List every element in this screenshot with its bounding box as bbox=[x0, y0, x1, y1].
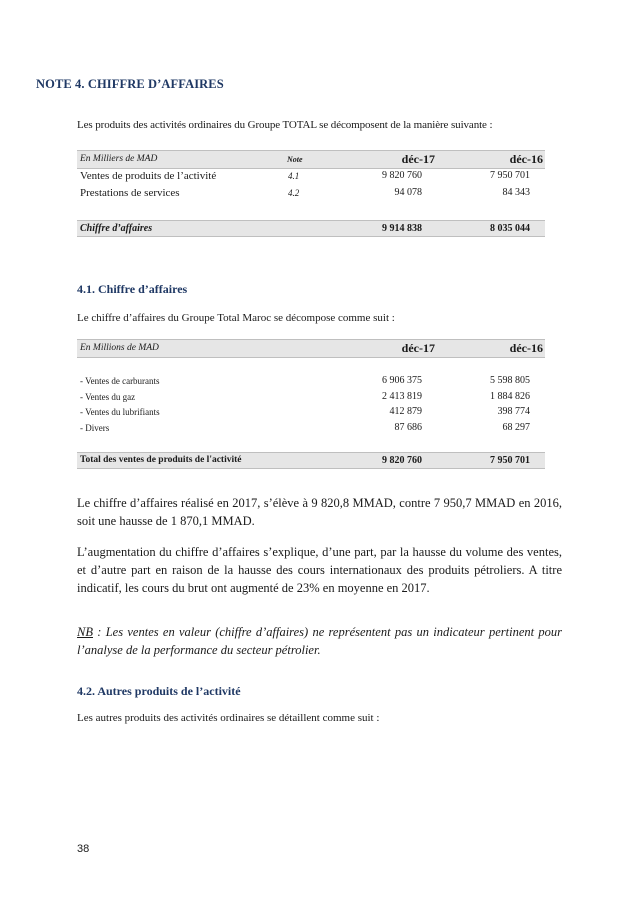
total-label: Total des ventes de produits de l'activité bbox=[80, 455, 242, 465]
table-row bbox=[77, 421, 545, 435]
row-value-dec16: 1 884 826 bbox=[490, 391, 530, 402]
section-4-1-intro: Le chiffre d’affaires du Groupe Total Maroc se décompose comme suit : bbox=[77, 312, 395, 324]
nb-note bbox=[77, 623, 562, 659]
row-value-dec16: 84 343 bbox=[502, 187, 530, 198]
note-column-header: Note bbox=[287, 155, 303, 164]
nb-text: : Les ventes en valeur (chiffre d’affaires) ne représentent pas un indicateur pertinent pour l’analyse de la performance du secteur pétrolier. bbox=[77, 625, 562, 657]
total-value-dec16: 7 950 701 bbox=[490, 455, 530, 466]
row-label: - Divers bbox=[80, 423, 110, 433]
total-value-dec17: 9 820 760 bbox=[382, 455, 422, 466]
section-4-2-intro: Les autres produits des activités ordinaires se détaillent comme suit : bbox=[77, 712, 380, 724]
section-4-2-title: 4.2. Autres produits de l’activité bbox=[77, 684, 241, 698]
table-row bbox=[77, 405, 545, 419]
table-header bbox=[77, 150, 545, 169]
revenue-table bbox=[77, 150, 545, 238]
row-value-dec17: 9 820 760 bbox=[382, 170, 422, 181]
total-value-dec16: 8 035 044 bbox=[490, 223, 530, 234]
table-row bbox=[77, 374, 545, 388]
col-dec16-header: déc-16 bbox=[509, 341, 543, 355]
row-value-dec17: 94 078 bbox=[394, 187, 422, 198]
table-row bbox=[77, 390, 545, 404]
row-value-dec16: 398 774 bbox=[497, 406, 530, 417]
row-label: - Ventes du lubrifiants bbox=[80, 407, 160, 417]
table-total-row bbox=[77, 220, 545, 237]
total-label: Chiffre d’affaires bbox=[80, 223, 153, 234]
row-value-dec16: 5 598 805 bbox=[490, 375, 530, 386]
note-title: NOTE 4. CHIFFRE D’AFFAIRES bbox=[36, 77, 224, 91]
col-dec16-header: déc-16 bbox=[509, 152, 543, 166]
table-header bbox=[77, 339, 545, 358]
intro-text: Les produits des activités ordinaires du Groupe TOTAL se décomposent de la manière suivante : bbox=[77, 119, 493, 131]
row-label: Ventes de produits de l’activité bbox=[80, 170, 217, 182]
total-value-dec17: 9 914 838 bbox=[382, 223, 422, 234]
row-label: - Ventes de carburants bbox=[80, 376, 160, 386]
col-dec17-header: déc-17 bbox=[401, 152, 435, 166]
row-value-dec17: 6 906 375 bbox=[382, 375, 422, 386]
sales-breakdown-table bbox=[77, 339, 545, 469]
nb-label: NB bbox=[77, 625, 93, 639]
row-label: Prestations de services bbox=[80, 187, 180, 199]
row-label: - Ventes du gaz bbox=[80, 392, 136, 402]
unit-label: En Milliers de MAD bbox=[80, 154, 158, 164]
table-total-row bbox=[77, 452, 545, 469]
row-note: 4.1 bbox=[288, 171, 300, 181]
section-4-1-title: 4.1. Chiffre d’affaires bbox=[77, 282, 188, 296]
row-value-dec16: 68 297 bbox=[502, 422, 530, 433]
row-value-dec17: 87 686 bbox=[394, 422, 422, 433]
col-dec17-header: déc-17 bbox=[401, 341, 435, 355]
table-row bbox=[77, 169, 545, 183]
table-row bbox=[77, 186, 545, 200]
paragraph-revenue-summary: Le chiffre d’affaires réalisé en 2017, s’élève à 9 820,8 MMAD, contre 7 950,7 MMAD en 2016, soit une hausse de 1 870,1 MMAD. bbox=[77, 496, 562, 528]
paragraph-revenue-explanation: L’augmentation du chiffre d’affaires s’explique, d’une part, par la hausse du volume des ventes, et d’autre part en raison de la hausse des cours internationaux des produits pétroliers. A titre indicatif, les cours du brut ont augmenté de 23% en moyenne en 2017. bbox=[77, 545, 562, 595]
row-value-dec17: 412 879 bbox=[389, 406, 422, 417]
page-number: 38 bbox=[77, 843, 90, 855]
unit-label: En Millions de MAD bbox=[80, 343, 159, 353]
row-value-dec16: 7 950 701 bbox=[490, 170, 530, 181]
row-note: 4.2 bbox=[288, 188, 300, 198]
row-value-dec17: 2 413 819 bbox=[382, 391, 422, 402]
